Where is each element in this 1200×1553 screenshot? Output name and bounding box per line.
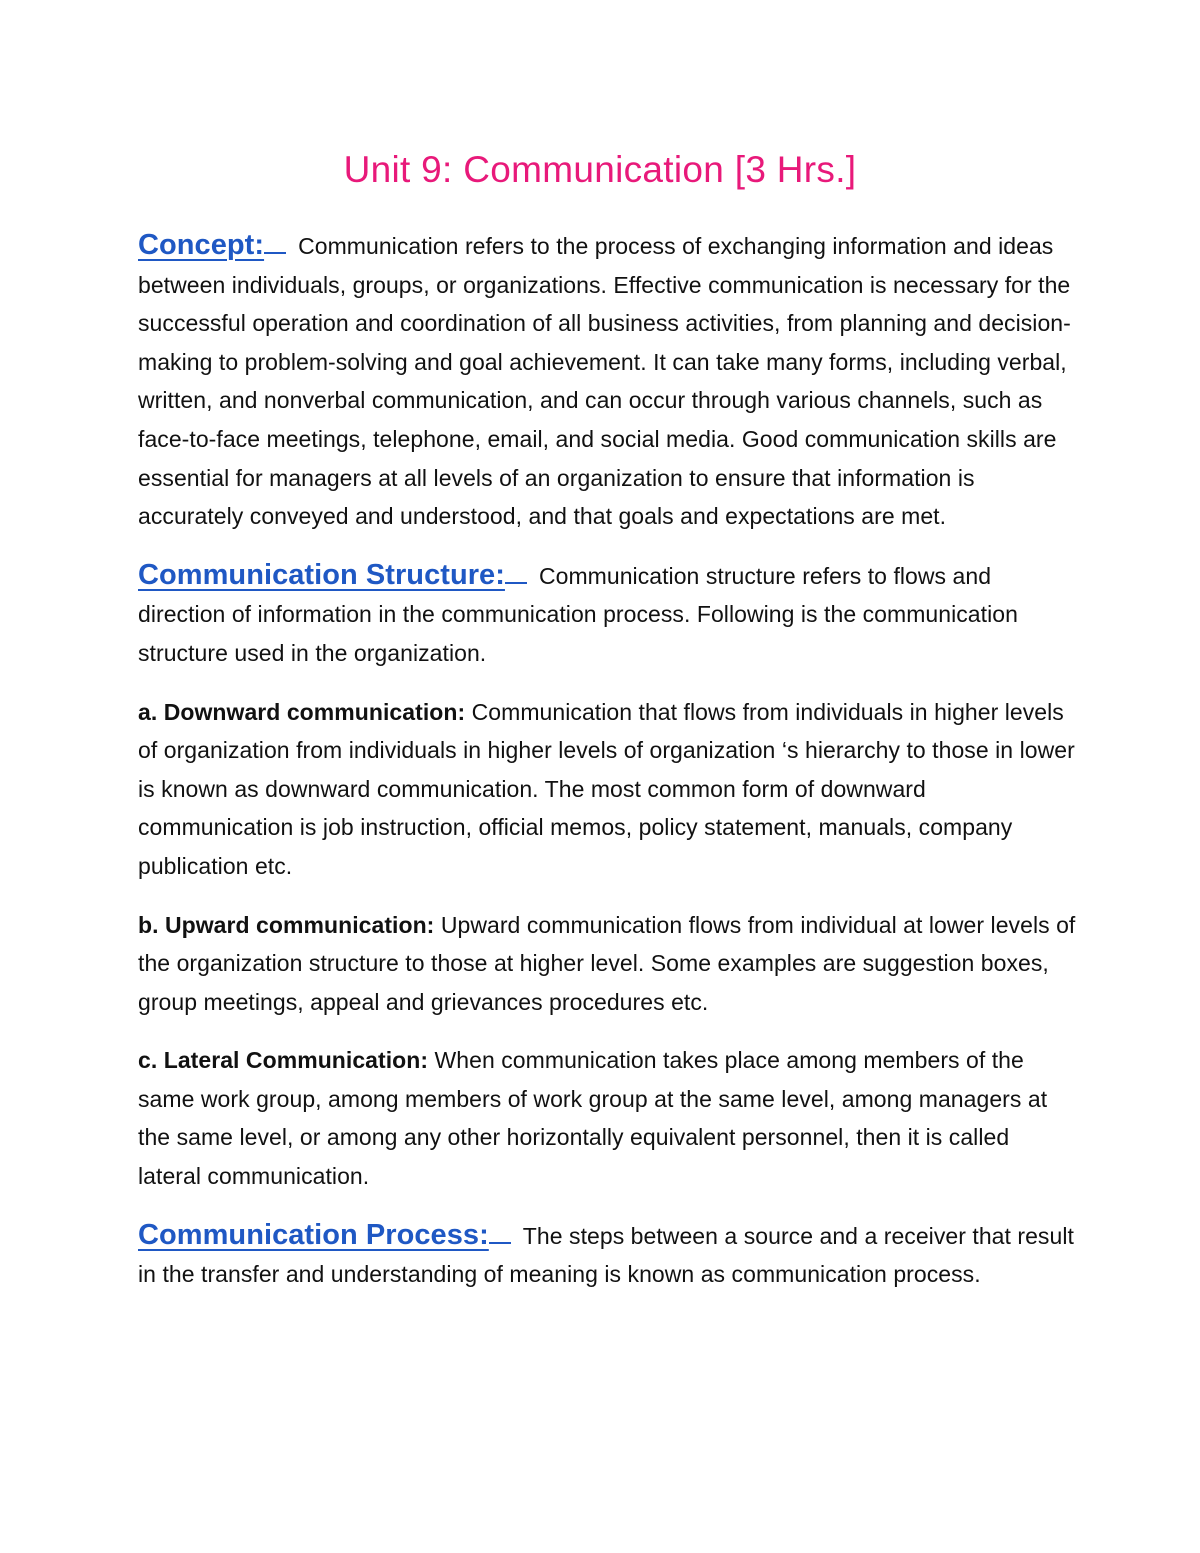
concept-heading-underline	[264, 228, 286, 254]
lateral-text: When communication takes place among members of the same work group, among members of work group at the same level, among managers at the same level, or among any other horizontally equivalent personnel, then it is called lateral communication.	[138, 1047, 1048, 1190]
page-title: Unit 9: Communication [3 Hrs.]	[343, 149, 857, 190]
concept-paragraph	[138, 226, 1078, 536]
upward-paragraph	[138, 906, 1078, 1022]
process-heading: Communication Process:	[138, 1218, 489, 1251]
upward-text: Upward communication flows from individual at lower levels of the organization structure to those at higher level. Some examples are suggestion boxes, group meetings, appeal and grievances procedures etc.	[138, 911, 1076, 1015]
structure-body: Communication structure refers to flows and direction of information in the communication process. Following is the communication structure used in the organization.	[138, 562, 1018, 666]
downward-text: Communication that flows from individuals in higher levels of organization from individuals in higher levels of organization ‘s hierarchy to those in lower is known as downward communication. The most common form of downward communication is job instruction, official memos, policy statement, manuals, company publication etc.	[138, 698, 1075, 879]
lateral-label: c. Lateral Communication:	[138, 1047, 429, 1074]
structure-heading: Communication Structure:	[138, 558, 505, 591]
concept-body: Communication refers to the process of exchanging information and ideas between individuals, groups, or organizations. Effective communication is necessary for the successful operation and coordination of all business activities, from planning and decision-making to problem-solving and goal achievement. It can take many forms, including verbal, written, and nonverbal communication, and can occur through various channels, such as face-to-face meetings, telephone, email, and social media. Good communication skills are essential for managers at all levels of an organization to ensure that information is accurately conveyed and understood, and that goals and expectations are met.	[138, 233, 1071, 530]
structure-paragraph	[138, 556, 1078, 673]
downward-label: a. Downward communication:	[138, 698, 466, 725]
process-paragraph	[138, 1216, 1078, 1294]
document-body	[138, 226, 1078, 1294]
concept-heading: Concept:	[138, 229, 265, 261]
process-heading-underline	[489, 1218, 511, 1244]
downward-paragraph	[138, 693, 1078, 886]
structure-heading-underline	[505, 558, 527, 584]
process-body: The steps between a source and a receiver that result in the transfer and understanding of meaning is known as communication process.	[138, 1222, 1074, 1288]
upward-label: b. Upward communication:	[138, 911, 435, 938]
lateral-paragraph	[138, 1041, 1078, 1195]
